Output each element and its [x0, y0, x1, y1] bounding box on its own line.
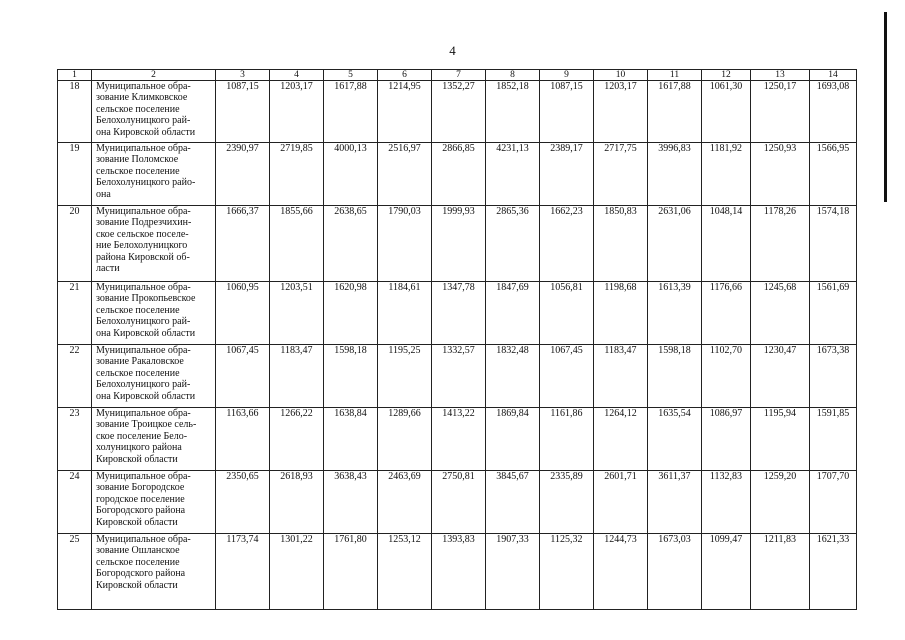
municipality-name-line: сельское поселение: [96, 367, 180, 379]
municipality-name-line: Кировской области: [96, 453, 178, 465]
value-cell-col-9: 1125,32: [540, 534, 594, 610]
value-cell-col-8: 2865,36: [486, 206, 540, 282]
municipality-name-line: Муниципальное обра-: [96, 534, 191, 545]
value-cell-col-5: 1638,84: [324, 408, 378, 471]
value-cell-col-3: 1067,45: [216, 345, 270, 408]
municipality-name-line: она Кировской области: [96, 327, 196, 339]
value-cell-col-8: 4231,13: [486, 143, 540, 206]
table-row: [58, 534, 857, 610]
value-cell-col-5: 1598,18: [324, 345, 378, 408]
value-cell-col-9: 2389,17: [540, 143, 594, 206]
municipality-name-line: Муниципальное обра-: [96, 408, 191, 419]
value-cell-col-5: 4000,13: [324, 143, 378, 206]
value-cell-col-13: 1245,68: [751, 282, 810, 345]
table-row: [58, 345, 857, 408]
column-header-11: 11: [648, 70, 702, 81]
value-cell-col-6: 1790,03: [378, 206, 432, 282]
value-cell-col-9: 2335,89: [540, 471, 594, 534]
value-cell-col-11: 1617,88: [648, 81, 702, 143]
value-cell-col-13: 1230,47: [751, 345, 810, 408]
value-cell-col-4: 1855,66: [270, 206, 324, 282]
value-cell-col-11: 3611,37: [648, 471, 702, 534]
value-cell-col-12: 1086,97: [702, 408, 751, 471]
column-header-13: 13: [751, 70, 810, 81]
column-header-5: 5: [324, 70, 378, 81]
municipality-name-line: Кировской области: [96, 516, 178, 528]
municipality-name-line: ское сельское поселе-: [96, 228, 189, 240]
table-header: [58, 70, 857, 81]
value-cell-col-13: 1211,83: [751, 534, 810, 610]
column-header-8: 8: [486, 70, 540, 81]
value-cell-col-9: 1161,86: [540, 408, 594, 471]
column-header-12: 12: [702, 70, 751, 81]
value-cell-col-6: 1289,66: [378, 408, 432, 471]
value-cell-col-10: 1850,83: [594, 206, 648, 282]
municipality-name-line: сельское поселение: [96, 165, 180, 177]
column-header-3: 3: [216, 70, 270, 81]
municipality-name: [92, 534, 216, 610]
value-cell-col-6: 1184,61: [378, 282, 432, 345]
municipality-name-line: ское поселение Бело-: [96, 430, 188, 442]
municipality-name-line: ласти: [96, 263, 120, 275]
municipality-name-line: холуницкого района: [96, 442, 182, 454]
municipality-name: [92, 345, 216, 408]
municipality-name-line: сельское поселение: [96, 304, 180, 316]
value-cell-col-6: 1214,95: [378, 81, 432, 143]
value-cell-col-10: 2717,75: [594, 143, 648, 206]
table-row: [58, 471, 857, 534]
value-cell-col-3: 2350,65: [216, 471, 270, 534]
value-cell-col-10: 1183,47: [594, 345, 648, 408]
row-number: 22: [58, 345, 92, 408]
value-cell-col-5: 3638,43: [324, 471, 378, 534]
municipality-name: [92, 408, 216, 471]
row-number: 23: [58, 408, 92, 471]
value-cell-col-13: 1250,93: [751, 143, 810, 206]
value-cell-col-4: 2719,85: [270, 143, 324, 206]
municipality-name-line: Белохолуницкого рай-: [96, 316, 191, 328]
municipality-name-line: зование Богородское: [96, 482, 185, 494]
value-cell-col-11: 2631,06: [648, 206, 702, 282]
municipality-name-line: сельское поселение: [96, 103, 180, 115]
value-cell-col-11: 1598,18: [648, 345, 702, 408]
value-cell-col-8: 1869,84: [486, 408, 540, 471]
value-cell-col-6: 2463,69: [378, 471, 432, 534]
value-cell-col-3: 1087,15: [216, 81, 270, 143]
value-cell-col-13: 1195,94: [751, 408, 810, 471]
municipality-name: [92, 282, 216, 345]
value-cell-col-4: 1203,51: [270, 282, 324, 345]
value-cell-col-7: 1332,57: [432, 345, 486, 408]
row-number: 24: [58, 471, 92, 534]
table-row: [58, 143, 857, 206]
municipality-name: [92, 471, 216, 534]
value-cell-col-8: 3845,67: [486, 471, 540, 534]
value-cell-col-6: 2516,97: [378, 143, 432, 206]
municipality-name-line: Муниципальное обра-: [96, 81, 191, 92]
value-cell-col-14: 1591,85: [810, 408, 857, 471]
municipality-name-line: Белохолуницкого райо-: [96, 177, 196, 189]
column-header-6: 6: [378, 70, 432, 81]
value-cell-col-12: 1102,70: [702, 345, 751, 408]
municipality-name-line: зование Прокопьевское: [96, 293, 196, 305]
value-cell-col-13: 1178,26: [751, 206, 810, 282]
value-cell-col-5: 2638,65: [324, 206, 378, 282]
municipality-name-line: она Кировской области: [96, 126, 196, 138]
value-cell-col-3: 1666,37: [216, 206, 270, 282]
value-cell-col-11: 1673,03: [648, 534, 702, 610]
value-cell-col-4: 1266,22: [270, 408, 324, 471]
value-cell-col-4: 1183,47: [270, 345, 324, 408]
municipality-name-line: зование Ракаловское: [96, 356, 184, 368]
value-cell-col-3: 2390,97: [216, 143, 270, 206]
header-row: [58, 70, 857, 81]
table-row: [58, 81, 857, 143]
value-cell-col-9: 1662,23: [540, 206, 594, 282]
value-cell-col-13: 1250,17: [751, 81, 810, 143]
row-number: 21: [58, 282, 92, 345]
value-cell-col-7: 1393,83: [432, 534, 486, 610]
municipality-name-line: Муниципальное обра-: [96, 471, 191, 482]
value-cell-col-4: 1203,17: [270, 81, 324, 143]
value-cell-col-14: 1574,18: [810, 206, 857, 282]
municipality-name-line: ние Белохолуницкого: [96, 240, 188, 252]
value-cell-col-8: 1852,18: [486, 81, 540, 143]
value-cell-col-6: 1195,25: [378, 345, 432, 408]
column-header-4: 4: [270, 70, 324, 81]
row-number: 19: [58, 143, 92, 206]
value-cell-col-7: 2866,85: [432, 143, 486, 206]
value-cell-col-12: 1176,66: [702, 282, 751, 345]
municipality-name-line: Муниципальное обра-: [96, 282, 191, 293]
value-cell-col-9: 1056,81: [540, 282, 594, 345]
value-cell-col-11: 1635,54: [648, 408, 702, 471]
municipality-name: [92, 81, 216, 143]
table-row: [58, 408, 857, 471]
municipality-name-line: городское поселение: [96, 493, 185, 505]
value-cell-col-6: 1253,12: [378, 534, 432, 610]
value-cell-col-11: 1613,39: [648, 282, 702, 345]
value-cell-col-7: 1352,27: [432, 81, 486, 143]
value-cell-col-10: 2601,71: [594, 471, 648, 534]
value-cell-col-10: 1198,68: [594, 282, 648, 345]
value-cell-col-11: 3996,83: [648, 143, 702, 206]
municipality-name-line: Муниципальное обра-: [96, 206, 191, 217]
value-cell-col-12: 1132,83: [702, 471, 751, 534]
value-cell-col-7: 2750,81: [432, 471, 486, 534]
value-cell-col-4: 2618,93: [270, 471, 324, 534]
value-cell-col-3: 1163,66: [216, 408, 270, 471]
municipality-name-line: Муниципальное обра-: [96, 345, 191, 356]
municipality-name-line: зование Подрезчихин-: [96, 217, 192, 229]
value-cell-col-12: 1061,30: [702, 81, 751, 143]
municipality-name: [92, 206, 216, 282]
municipality-name-line: района Кировской об-: [96, 251, 190, 263]
column-header-2: 2: [92, 70, 216, 81]
value-cell-col-7: 1999,93: [432, 206, 486, 282]
value-cell-col-12: 1048,14: [702, 206, 751, 282]
value-cell-col-10: 1264,12: [594, 408, 648, 471]
column-header-7: 7: [432, 70, 486, 81]
municipality-name-line: она Кировской области: [96, 390, 196, 402]
row-number: 20: [58, 206, 92, 282]
value-cell-col-12: 1099,47: [702, 534, 751, 610]
value-cell-col-5: 1620,98: [324, 282, 378, 345]
tariff-table: [57, 69, 857, 610]
table-row: [58, 206, 857, 282]
value-cell-col-3: 1060,95: [216, 282, 270, 345]
municipality-name-line: Муниципальное обра-: [96, 143, 191, 154]
value-cell-col-8: 1907,33: [486, 534, 540, 610]
value-cell-col-10: 1244,73: [594, 534, 648, 610]
value-cell-col-5: 1617,88: [324, 81, 378, 143]
column-header-9: 9: [540, 70, 594, 81]
value-cell-col-14: 1621,33: [810, 534, 857, 610]
value-cell-col-8: 1832,48: [486, 345, 540, 408]
row-number: 25: [58, 534, 92, 610]
column-header-10: 10: [594, 70, 648, 81]
municipality-name-line: она: [96, 188, 111, 200]
municipality-name-line: сельское поселение: [96, 556, 180, 568]
municipality-name-line: Белохолуницкого рай-: [96, 115, 191, 127]
value-cell-col-14: 1673,38: [810, 345, 857, 408]
municipality-name-line: Богородского района: [96, 505, 186, 517]
value-cell-col-7: 1413,22: [432, 408, 486, 471]
municipality-name-line: Богородского района: [96, 568, 186, 580]
table-body: [58, 81, 857, 610]
value-cell-col-14: 1561,69: [810, 282, 857, 345]
value-cell-col-12: 1181,92: [702, 143, 751, 206]
value-cell-col-14: 1707,70: [810, 471, 857, 534]
value-cell-col-4: 1301,22: [270, 534, 324, 610]
row-number: 18: [58, 81, 92, 143]
column-header-1: 1: [58, 70, 92, 81]
value-cell-col-10: 1203,17: [594, 81, 648, 143]
municipality-name-line: зование Климковское: [96, 92, 188, 104]
value-cell-col-7: 1347,78: [432, 282, 486, 345]
scan-edge-line: [884, 12, 887, 202]
municipality-name: [92, 143, 216, 206]
municipality-name-line: зование Троицкое сель-: [96, 419, 197, 431]
municipality-name-line: Кировской области: [96, 579, 178, 591]
table-row: [58, 282, 857, 345]
value-cell-col-5: 1761,80: [324, 534, 378, 610]
value-cell-col-13: 1259,20: [751, 471, 810, 534]
value-cell-col-8: 1847,69: [486, 282, 540, 345]
value-cell-col-9: 1087,15: [540, 81, 594, 143]
page-number: 4: [449, 43, 456, 58]
municipality-name-line: Белохолуницкого рай-: [96, 379, 191, 391]
value-cell-col-14: 1693,08: [810, 81, 857, 143]
municipality-name-line: зование Поломское: [96, 154, 179, 166]
value-cell-col-9: 1067,45: [540, 345, 594, 408]
value-cell-col-3: 1173,74: [216, 534, 270, 610]
value-cell-col-14: 1566,95: [810, 143, 857, 206]
municipality-name-line: зование Ошланское: [96, 545, 180, 557]
column-header-14: 14: [810, 70, 857, 81]
